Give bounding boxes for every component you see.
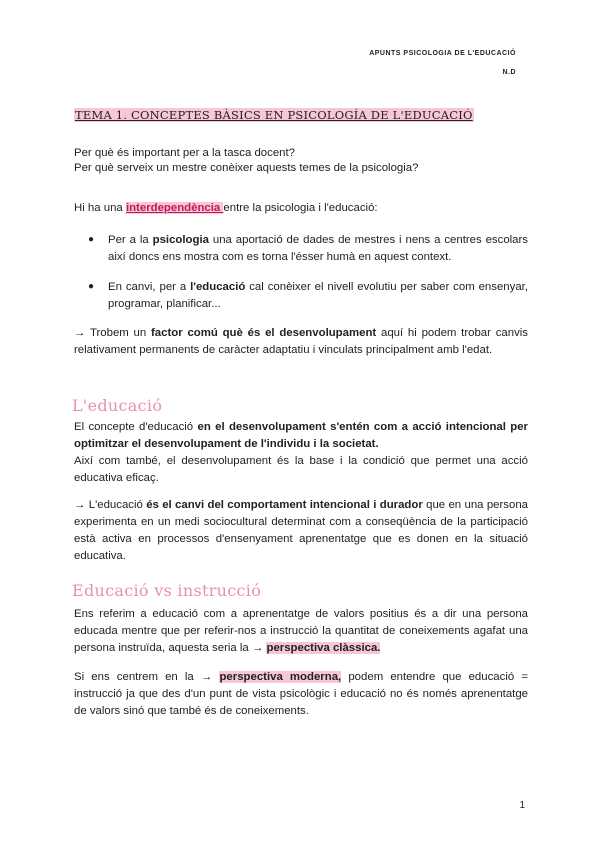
bullet-icon: ●	[88, 234, 95, 245]
educacio-paragraph-2	[74, 497, 528, 565]
edu2-pre: → L'educació	[74, 499, 147, 511]
instr2-highlight: perspectiva moderna,	[219, 671, 342, 683]
interdep-pre: Hi ha una	[74, 202, 126, 214]
page-title: TEMA 1. CONCEPTES BÀSICS EN PSICOLOGÍA DE L'EDUCACIÓ	[75, 108, 473, 122]
instr1-highlight: perspectiva clàssica.	[266, 642, 381, 654]
edu1-bold: en el desenvolupament s'entén com a acció intencional per optimitzar el desenvolupament de l'individu i la societat.	[74, 421, 528, 450]
question-2: Per què serveix un mestre conèixer aquests temes de la psicologia?	[74, 162, 419, 174]
b1-pre: Per a la	[108, 234, 153, 246]
heading-educacio-vs-instruccio: Educació vs instrucció	[72, 581, 262, 600]
b1-post: una aportació de dades de mestres i nens a centres escolars així doncs ens mostra com es torna l'ésser humà en aquest context.	[108, 234, 529, 263]
instr1-pre: Ens referim a educació com a aprenentatge de valors positius és a dir una persona educada mentre que per referir-nos a instrucció la quantitat de coneixements agafat una persona instruïda, aquesta seria la →	[74, 608, 528, 654]
edu1-pre: El concepte d'educació	[74, 421, 198, 433]
interdependence-line	[74, 200, 528, 217]
instruccio-paragraph-2	[74, 669, 528, 720]
factor-paragraph	[74, 325, 528, 359]
instr2-post: podem entendre que educació = instrucció ja que des d'un punt de vista psicològic i educació no és només aprenentatge de valors sinó que també és de coneixements.	[74, 671, 528, 717]
instr2-pre: Si ens centrem en la →	[74, 671, 220, 683]
b2-pre: En canvi, per a	[108, 281, 191, 293]
factor-bold: factor comú què és el desenvolupament	[151, 327, 377, 339]
header-initials: N.D	[502, 69, 516, 76]
header-course: APUNTS PSICOLOGIA DE L'EDUCACIÓ	[369, 50, 516, 57]
bullet-icon: ●	[88, 281, 95, 292]
heading-educacio: L'educació	[72, 396, 163, 415]
page-number: 1	[519, 800, 525, 811]
edu2-bold: és el canvi del comportament intencional i durador	[146, 499, 423, 511]
interdep-post: entre la psicologia i l'educació:	[223, 202, 378, 214]
edu1-post: Així com també, el desenvolupament és la base i la condició que permet una acció educativa eficaç.	[74, 455, 528, 484]
b2-bold: l'educació	[190, 281, 246, 293]
instruccio-paragraph-1	[74, 606, 528, 657]
bullet-educacio	[108, 279, 528, 313]
factor-pre: → Trobem un	[74, 327, 152, 339]
b1-bold: psicologia	[152, 234, 209, 246]
interdep-term: interdependència	[125, 202, 224, 214]
factor-post: aquí hi podem trobar canvis relativament permanents de caràcter adaptatiu i vinculats principalment amb l'edat.	[74, 327, 528, 356]
question-1: Per què és important per a la tasca docent?	[74, 147, 295, 159]
bullet-psicologia	[108, 232, 528, 266]
educacio-paragraph-1	[74, 419, 528, 487]
b2-post: cal conèixer el nivell evolutiu per saber com ensenyar, programar, planificar...	[108, 281, 528, 310]
edu2-post: que en una persona experimenta en un medi sociocultural determinat com a conseqüència de la participació està activa en processos d'ensenyament aprenentatge que es donen en la situació educativa.	[74, 499, 528, 562]
